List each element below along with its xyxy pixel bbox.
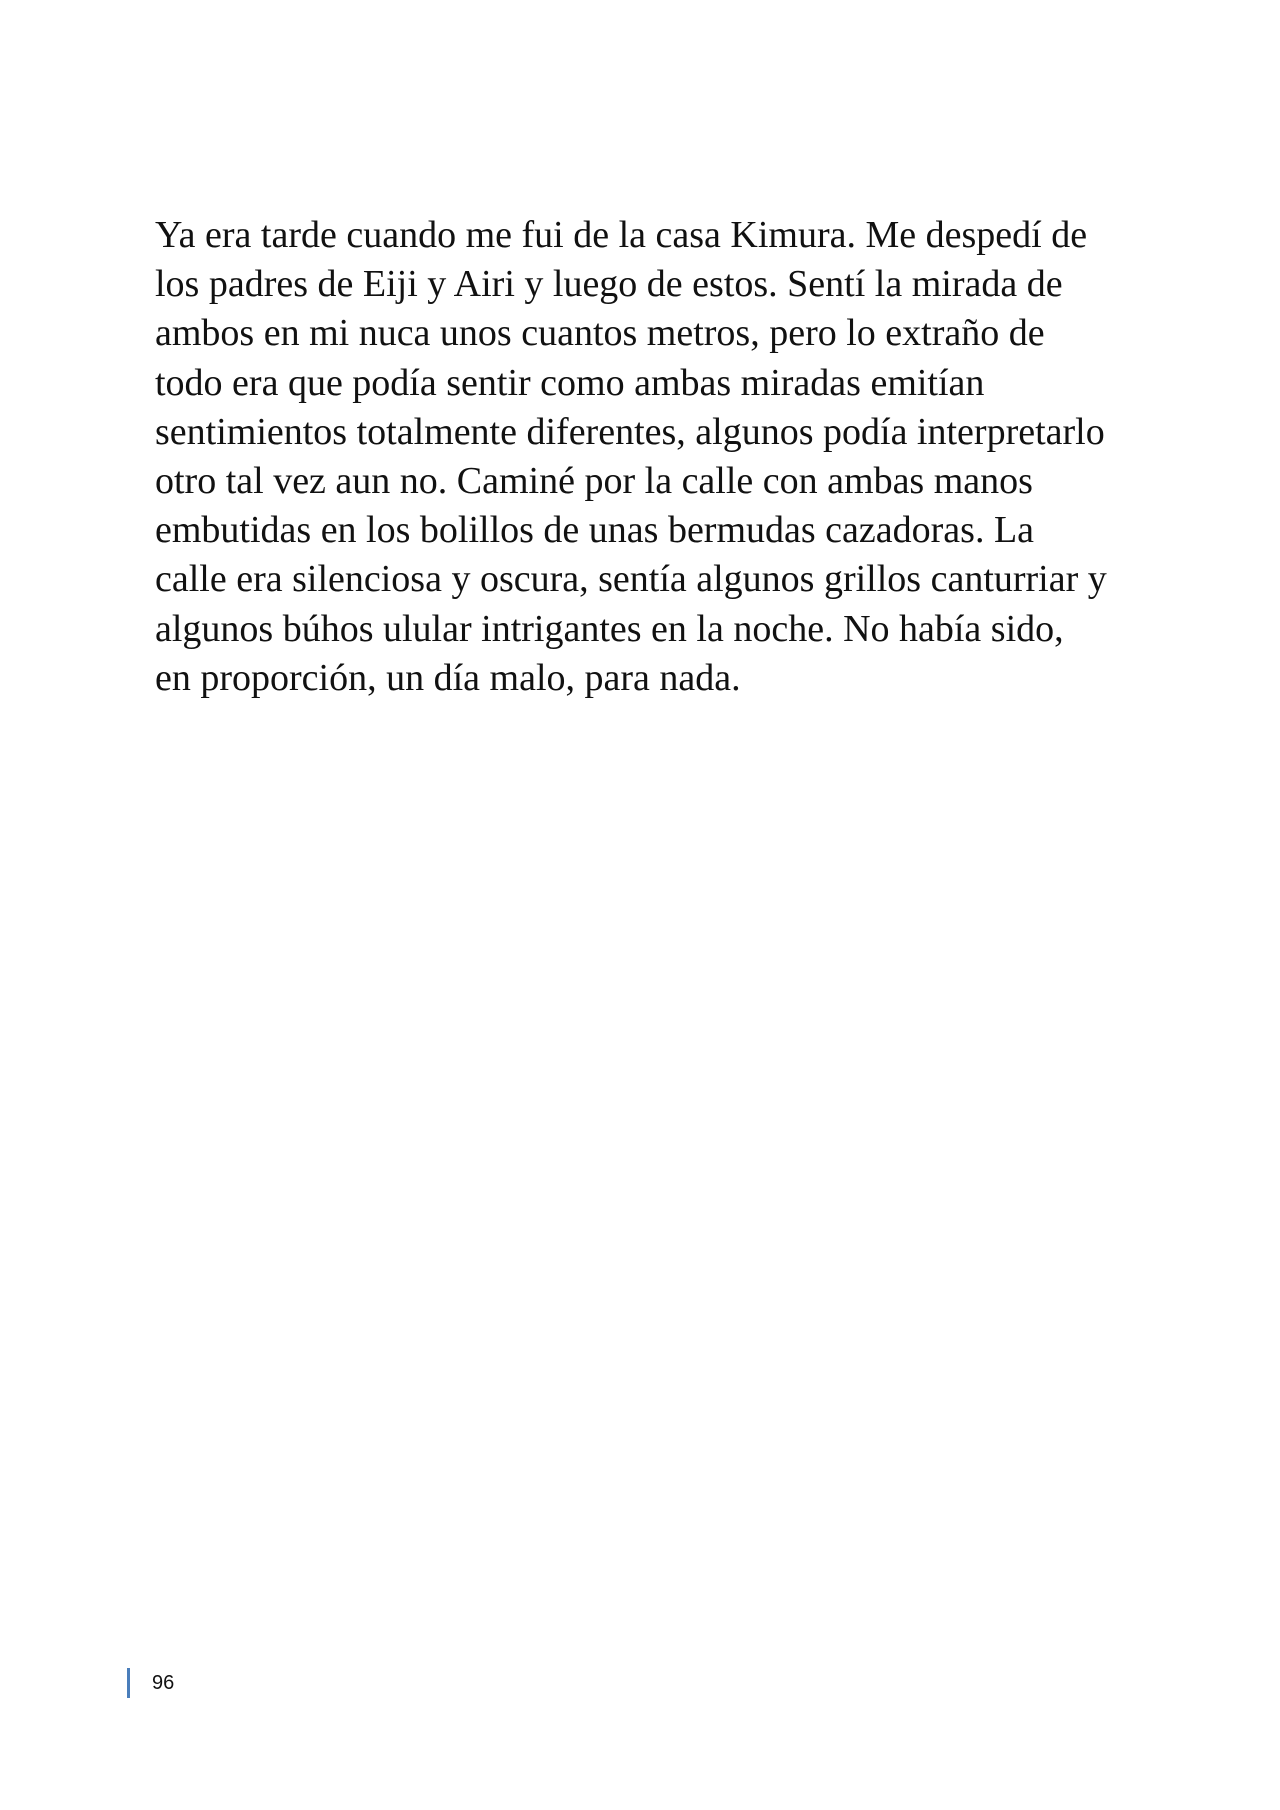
paragraph-line: Ya era tarde cuando me fui de la casa Kimura. Me despedí de	[155, 214, 1088, 256]
paragraph-line: en proporción, un día malo, para nada.	[155, 656, 741, 699]
paragraph-line: calle era silenciosa y oscura, sentía algunos grillos canturriar y	[155, 558, 1107, 601]
body-paragraph	[155, 211, 1155, 703]
footer-rule	[127, 1668, 130, 1698]
paragraph-line: otro tal vez aun no. Caminé por la calle con ambas manos	[155, 460, 1033, 503]
paragraph-line: sentimientos totalmente diferentes, algunos podía interpretarlo	[155, 410, 1105, 453]
paragraph-line: algunos búhos ulular intrigantes en la noche. No había sido,	[155, 607, 1064, 650]
paragraph-line: embutidas en los bolillos de unas bermudas cazadoras. La	[155, 509, 1035, 552]
paragraph-line: los padres de Eiji y Airi y luego de estos. Sentí la mirada de	[155, 263, 1063, 306]
paragraph-line: todo era que podía sentir como ambas miradas emitían	[155, 361, 985, 404]
paragraph-line: ambos en mi nuca unos cuantos metros, pero lo extraño de	[155, 312, 1045, 355]
page-number: 96	[152, 1671, 175, 1694]
page-footer	[127, 1667, 174, 1699]
